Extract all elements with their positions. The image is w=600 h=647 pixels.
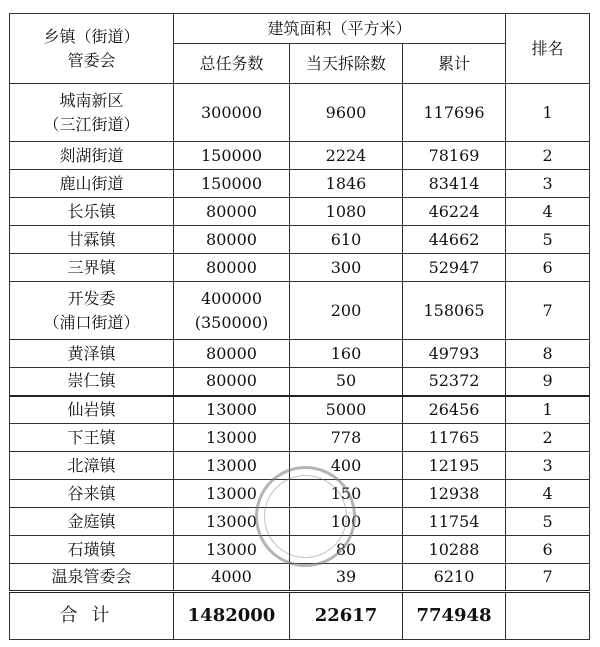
header-township-line2: 管委会 [67, 50, 116, 70]
cell-rank-value: 4 [542, 483, 553, 503]
cell-task [174, 396, 290, 424]
cell-name-line1: 下王镇 [67, 427, 116, 447]
cell-rank-value: 3 [542, 173, 553, 193]
cell-today [290, 424, 403, 452]
cell-name [10, 396, 174, 424]
cell-cumulative-value: 11754 [428, 511, 480, 531]
cell-rank-value: 5 [542, 229, 553, 249]
cell-today [290, 84, 403, 142]
table-row [10, 340, 590, 368]
cell-rank [506, 340, 590, 368]
cell-task-line1: 80000 [206, 371, 257, 391]
cell-cumulative [403, 452, 506, 480]
cell-task [174, 282, 290, 340]
cell-cumulative-value: 6210 [433, 567, 475, 586]
cell-today [290, 368, 403, 396]
total-label: 合计 [10, 592, 174, 640]
cell-rank [506, 254, 590, 282]
cell-today [290, 480, 403, 508]
cell-task-line1: 4000 [211, 567, 252, 586]
cell-cumulative-value: 78169 [428, 145, 480, 165]
cell-task-line1: 80000 [206, 201, 257, 221]
cell-task [174, 536, 290, 564]
cell-name-line1: 鹿山街道 [59, 173, 124, 193]
cell-name-line1: 谷来镇 [67, 483, 116, 503]
table-row [10, 368, 590, 396]
cell-name-line1: 三界镇 [67, 257, 116, 277]
cell-today [290, 226, 403, 254]
cell-name-line2: （三江街道） [43, 114, 140, 134]
header-cumulative: 累计 [403, 44, 506, 84]
cell-name-line1: 甘霖镇 [67, 229, 116, 249]
cell-today-value: 39 [335, 567, 357, 586]
cell-cumulative-value: 117696 [423, 102, 485, 122]
table-row [10, 536, 590, 564]
table-row [10, 424, 590, 452]
cell-task-line1: 13000 [206, 455, 257, 475]
cell-today-value: 9600 [325, 102, 367, 122]
cell-rank-value: 6 [542, 539, 553, 559]
cell-rank-value: 7 [542, 300, 553, 320]
cell-name [10, 226, 174, 254]
cell-today [290, 142, 403, 170]
table-row [10, 226, 590, 254]
cell-name [10, 198, 174, 226]
cell-rank [506, 198, 590, 226]
cell-name-line1: 崇仁镇 [67, 371, 116, 391]
cell-cumulative [403, 564, 506, 592]
cell-name-line2: （浦口街道） [43, 312, 140, 332]
cell-rank-value: 5 [542, 511, 553, 531]
cell-today-value: 150 [330, 483, 362, 503]
cell-name [10, 254, 174, 282]
cell-name-line1: 长乐镇 [67, 201, 116, 221]
cell-rank [506, 170, 590, 198]
cell-task [174, 254, 290, 282]
cell-task [174, 84, 290, 142]
cell-today-value: 80 [335, 539, 357, 559]
cell-rank [506, 282, 590, 340]
cell-name-line1: 开发委 [67, 288, 116, 308]
cell-today [290, 198, 403, 226]
cell-cumulative-value: 158065 [423, 300, 485, 320]
cell-today-value: 1080 [325, 201, 367, 221]
cell-cumulative [403, 226, 506, 254]
cell-rank [506, 142, 590, 170]
cell-cumulative [403, 282, 506, 340]
header-rank: 排名 [506, 14, 590, 84]
cell-task [174, 142, 290, 170]
cell-cumulative-value: 49793 [428, 343, 480, 363]
cell-rank-value: 8 [542, 343, 553, 363]
cell-name-line1: 仙岩镇 [67, 399, 116, 419]
cell-task [174, 508, 290, 536]
cell-name-line1: 温泉管委会 [51, 567, 132, 586]
cell-today-value: 778 [330, 427, 362, 447]
table-row [10, 452, 590, 480]
cell-task-line1: 300000 [200, 102, 263, 122]
cell-task-line1: 13000 [206, 399, 257, 419]
cell-task-line1: 80000 [206, 343, 257, 363]
cell-task-line1: 80000 [206, 257, 257, 277]
cell-task-line1: 400000 [200, 288, 263, 308]
header-today: 当天拆除数 [290, 44, 403, 84]
cell-rank [506, 396, 590, 424]
cell-today-value: 200 [330, 300, 362, 320]
cell-task [174, 424, 290, 452]
cell-cumulative [403, 142, 506, 170]
table-row [10, 254, 590, 282]
cell-today-value: 100 [330, 511, 362, 531]
cell-today-value: 160 [330, 343, 362, 363]
cell-today [290, 536, 403, 564]
cell-today [290, 396, 403, 424]
cell-rank [506, 452, 590, 480]
total-rank [506, 592, 590, 640]
cell-name-line1: 北漳镇 [67, 455, 116, 475]
cell-task-line1: 13000 [206, 511, 257, 531]
cell-name [10, 564, 174, 592]
cell-rank-value: 7 [542, 567, 553, 586]
cell-name [10, 142, 174, 170]
cell-task [174, 340, 290, 368]
cell-name [10, 282, 174, 340]
cell-cumulative [403, 396, 506, 424]
cell-rank [506, 564, 590, 592]
total-today: 22617 [290, 592, 403, 640]
cell-task [174, 226, 290, 254]
cell-cumulative [403, 480, 506, 508]
cell-name-line1: 城南新区 [59, 90, 124, 110]
cell-today [290, 340, 403, 368]
header-task: 总任务数 [174, 44, 290, 84]
cell-name [10, 170, 174, 198]
cell-rank [506, 84, 590, 142]
cell-rank-value: 2 [542, 427, 553, 447]
total-row [10, 592, 590, 640]
cell-today [290, 254, 403, 282]
cell-rank-value: 6 [542, 257, 553, 277]
demolition-table [9, 13, 590, 640]
cell-today [290, 282, 403, 340]
cell-name [10, 480, 174, 508]
cell-today-value: 610 [330, 229, 362, 249]
cell-name-line1: 石璜镇 [67, 539, 116, 559]
cell-today [290, 170, 403, 198]
cell-name [10, 368, 174, 396]
cell-cumulative-value: 52372 [428, 371, 480, 391]
cell-cumulative [403, 536, 506, 564]
cell-rank [506, 368, 590, 396]
cell-task [174, 452, 290, 480]
total-cumulative: 774948 [403, 592, 506, 640]
cell-cumulative [403, 340, 506, 368]
cell-cumulative [403, 424, 506, 452]
cell-cumulative-value: 12195 [428, 455, 480, 475]
table-row [10, 170, 590, 198]
table-row [10, 480, 590, 508]
cell-task [174, 170, 290, 198]
cell-rank [506, 508, 590, 536]
table-row [10, 198, 590, 226]
header-area-group: 建筑面积（平方米） [174, 14, 506, 44]
cell-name [10, 84, 174, 142]
cell-name-line1: 黄泽镇 [67, 343, 116, 363]
cell-name [10, 424, 174, 452]
cell-cumulative-value: 26456 [428, 399, 480, 419]
cell-rank [506, 424, 590, 452]
cell-rank [506, 536, 590, 564]
total-task: 1482000 [174, 592, 290, 640]
cell-rank-value: 4 [542, 201, 553, 221]
cell-cumulative [403, 508, 506, 536]
cell-name-line1: 金庭镇 [67, 511, 116, 531]
cell-task-line1: 13000 [206, 483, 257, 503]
table-row [10, 142, 590, 170]
cell-task [174, 564, 290, 592]
cell-today-value: 2224 [325, 145, 367, 165]
table-row [10, 84, 590, 142]
cell-rank [506, 480, 590, 508]
cell-today-value: 1846 [325, 173, 367, 193]
cell-cumulative-value: 83414 [428, 173, 480, 193]
cell-task [174, 198, 290, 226]
table-row [10, 282, 590, 340]
cell-cumulative [403, 254, 506, 282]
cell-rank-value: 9 [542, 371, 553, 391]
cell-rank-value: 1 [542, 399, 553, 419]
cell-name [10, 452, 174, 480]
cell-task-line2: (350000) [194, 312, 269, 332]
cell-today [290, 508, 403, 536]
cell-today [290, 564, 403, 592]
cell-name-line1: 剡湖街道 [59, 145, 124, 165]
cell-rank-value: 2 [542, 145, 553, 165]
table-row [10, 508, 590, 536]
cell-task-line1: 13000 [206, 539, 257, 559]
table-row [10, 396, 590, 424]
cell-rank [506, 226, 590, 254]
header-township-line1: 乡镇（街道） [43, 26, 140, 46]
cell-today [290, 452, 403, 480]
cell-task-line1: 13000 [206, 427, 257, 447]
cell-cumulative [403, 198, 506, 226]
cell-cumulative-value: 10288 [428, 539, 480, 559]
cell-task-line1: 150000 [200, 173, 263, 193]
header-township [10, 14, 174, 84]
cell-today-value: 400 [330, 455, 362, 475]
cell-name [10, 340, 174, 368]
cell-today-value: 300 [330, 257, 362, 277]
cell-today-value: 50 [335, 371, 357, 391]
cell-name [10, 508, 174, 536]
cell-name [10, 536, 174, 564]
cell-cumulative [403, 84, 506, 142]
cell-cumulative-value: 12938 [428, 483, 480, 503]
cell-rank-value: 3 [542, 455, 553, 475]
cell-rank-value: 1 [542, 102, 553, 122]
cell-task [174, 368, 290, 396]
cell-cumulative [403, 368, 506, 396]
cell-cumulative-value: 11765 [428, 427, 480, 447]
cell-task-line1: 80000 [206, 229, 257, 249]
cell-task-line1: 150000 [200, 145, 263, 165]
table-row [10, 564, 590, 592]
cell-cumulative-value: 44662 [428, 229, 480, 249]
cell-cumulative [403, 170, 506, 198]
cell-cumulative-value: 52947 [428, 257, 480, 277]
cell-cumulative-value: 46224 [428, 201, 480, 221]
cell-task [174, 480, 290, 508]
cell-today-value: 5000 [325, 399, 367, 419]
